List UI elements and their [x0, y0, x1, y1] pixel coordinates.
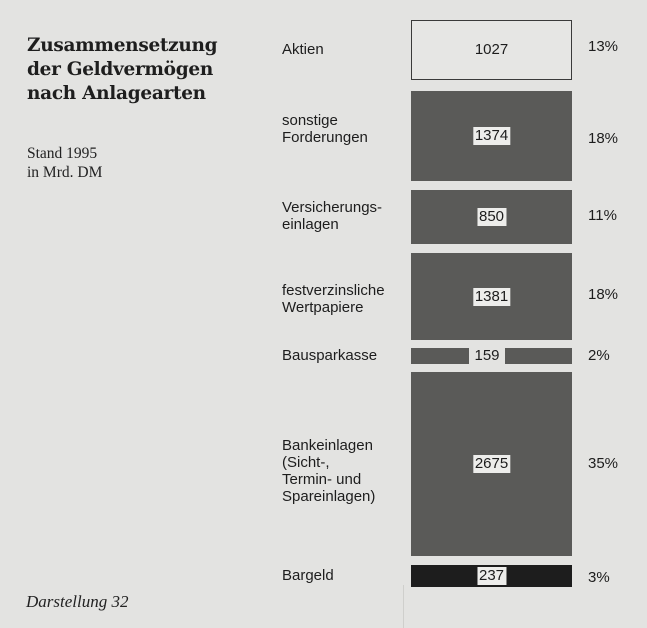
bar-value: 2675 — [474, 455, 509, 472]
percent-sonstige-forderungen: 18% — [588, 130, 619, 147]
row-label-festverzinsliche-wertpapiere — [282, 282, 385, 316]
percent-bargeld: 3% — [588, 569, 610, 586]
bar-value: 850 — [478, 208, 505, 225]
bar-sonstige-forderungen — [411, 91, 572, 181]
label-line: Termin- und — [282, 471, 362, 488]
row-label-aktien — [282, 41, 324, 58]
chart-title — [27, 34, 267, 106]
bar-versicherungseinlagen — [411, 190, 572, 244]
row-label-sonstige-forderungen — [282, 112, 368, 146]
label-line: Wertpapiere — [282, 299, 364, 316]
bar-bankeinlagen — [411, 372, 572, 556]
title-line: Zusammensetzung — [27, 35, 218, 56]
label-line: Versicherungs- — [282, 199, 383, 216]
label-line: Bargeld — [282, 567, 334, 584]
bar-value: 1381 — [474, 287, 509, 305]
percent-festverzinsliche-wertpapiere: 18% — [588, 286, 619, 303]
percent-bausparkasse: 2% — [588, 347, 610, 364]
row-label-bargeld — [282, 567, 334, 584]
label-line: Bausparkasse — [282, 347, 378, 364]
bar-bargeld — [411, 565, 572, 587]
label-line: Aktien — [282, 41, 324, 58]
page-fold-line — [403, 585, 404, 628]
label-line: Forderungen — [282, 129, 368, 146]
bar-value: 1027 — [474, 41, 509, 58]
bar-value: 1374 — [474, 127, 509, 144]
label-line: Bankeinlagen — [282, 437, 373, 454]
label-line: festverzinsliche — [282, 282, 385, 299]
bar-aktien — [411, 20, 572, 80]
percent-versicherungseinlagen: 11% — [588, 207, 617, 224]
chart-subtitle — [27, 144, 102, 182]
subtitle-line: Stand 1995 — [27, 145, 98, 162]
row-label-versicherungseinlagen — [282, 199, 382, 233]
subtitle-line: in Mrd. DM — [27, 164, 103, 181]
label-line: Spareinlagen) — [282, 488, 376, 505]
bar-festverzinsliche-wertpapiere — [411, 253, 572, 340]
percent-aktien: 13% — [588, 38, 619, 55]
percent-bankeinlagen: 35% — [588, 455, 619, 472]
title-line: nach Anlagearten — [27, 83, 206, 104]
row-label-bausparkasse — [282, 347, 377, 364]
row-label-bankeinlagen — [282, 437, 375, 505]
label-line: einlagen — [282, 216, 339, 233]
title-line: der Geldvermögen — [27, 59, 213, 80]
bar-value: 237 — [478, 567, 505, 584]
figure-caption: Darstellung 32 — [26, 592, 129, 611]
bar-value-bausparkasse: 159 — [474, 347, 500, 364]
label-line: (Sicht-, — [282, 454, 330, 471]
label-line: sonstige — [282, 112, 338, 129]
